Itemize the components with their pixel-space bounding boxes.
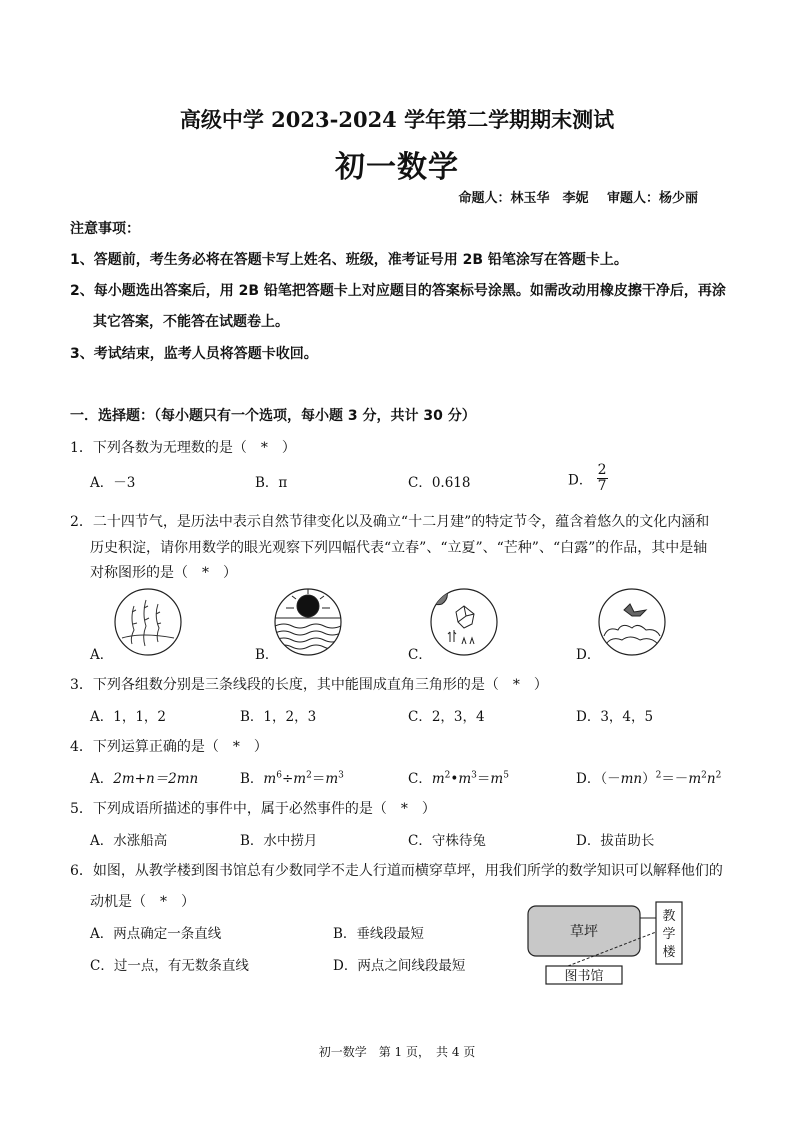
q6-option-d: D．两点之间线段最短 (333, 958, 466, 974)
notice-item-1: 1、答题前，考生务必将在答题卡写上姓名、班级，准考证号用 2B 铅笔涂写在答题卡上。 (70, 252, 628, 268)
q2-option-d: D． (576, 647, 601, 663)
q6-line-2: 动机是（ * ） (90, 894, 195, 910)
q5-option-b: B．水中捞月 (240, 833, 318, 849)
q4-option-a-label: A． (90, 771, 114, 787)
q6-option-b: B．垂线段最短 (333, 926, 424, 942)
lawn-label: 草坪 (570, 924, 598, 940)
mangzhong-image (428, 586, 500, 658)
q4-option-a (90, 767, 198, 787)
q4-option-d: D．$(-mn)^2=-m^2n^2$ (576, 770, 722, 787)
fraction-denominator: 7 (597, 478, 607, 494)
notice-heading: 注意事项： (70, 221, 140, 237)
q2-line-3: 对称图形的是（ * ） (90, 565, 237, 581)
q6-option-c: C．过一点，有无数条直线 (90, 958, 249, 974)
q4-stem: 4．下列运算正确的是（ * ） (70, 739, 268, 755)
reviewer-label: 审题人：杨少丽 (606, 191, 698, 206)
q1-option-d-label: D． (568, 472, 593, 489)
q2-option-a: A． (90, 647, 114, 663)
setter-label: 命题人：林玉华 李妮 (458, 191, 589, 206)
q5-option-a: A．水涨船高 (90, 833, 168, 849)
fraction-numerator: 2 (597, 462, 607, 478)
notice-item-2: 2、每小题选出答案后，用 2B 铅笔把答题卡上对应题目的答案标号涂黑。如需改动用橡皮擦干净后，再涂 (70, 283, 726, 299)
fraction (597, 463, 608, 494)
q5-option-d: D．拔苗助长 (576, 833, 655, 849)
q4-option-c: C．$m^2•m^3=m^5$ (408, 770, 509, 787)
notice-item-2-cont: 其它答案，不能答在试题卷上。 (93, 314, 289, 330)
q1-option-b: B．π (255, 475, 288, 491)
exam-authors (444, 187, 698, 206)
teaching-building-char-2: 学 (662, 927, 676, 942)
q6-option-a: A．两点确定一条直线 (90, 926, 222, 942)
q4-option-b-label: B． (240, 771, 264, 787)
q4-option-b: B．$m^6\div m^2=m^3$ (240, 770, 344, 787)
q1-option-d (568, 463, 608, 494)
q3-option-d: D．3，4，5 (576, 709, 654, 725)
q2-line-1: 2．二十四节气，是历法中表示自然节律变化以及确立“十二月建”的特定节令，蕴含着悠久的文化内涵和 (70, 514, 710, 530)
q5-stem: 5．下列成语所描述的事件中，属于必然事件的是（ * ） (70, 801, 436, 817)
q4-option-c-label: C． (408, 771, 432, 787)
teaching-building-char-3: 楼 (662, 945, 676, 960)
bailu-image (596, 586, 668, 658)
q4-option-d-label: D． (576, 771, 601, 787)
q1-option-a: A．－3 (90, 475, 136, 491)
q6-line-1: 6．如图，从教学楼到图书馆总有少数同学不走人行道而横穿草坪，用我们所学的数学知识可以解释他们的 (70, 863, 723, 879)
q1-stem: 1．下列各数为无理数的是（ * ） (70, 440, 296, 456)
section-heading: 一．选择题：（每小题只有一个选项，每小题 3 分，共计 30 分） (70, 408, 476, 424)
q5-option-c: C．守株待兔 (408, 833, 486, 849)
q4-option-a-expr: 2m+n＝2mn (113, 771, 199, 787)
library-label: 图书馆 (564, 969, 604, 984)
notice-item-3: 3、考试结束，监考人员将答题卡收回。 (70, 346, 318, 362)
q3-option-a: A．1，1，2 (90, 709, 167, 725)
campus-map-figure (524, 898, 688, 988)
q1-option-c: C．0.618 (408, 475, 471, 491)
exam-subject: 初一数学 (335, 150, 459, 185)
page-footer: 初一数学 第 1 页， 共 4 页 (318, 1045, 476, 1059)
lichun-image (112, 586, 184, 658)
teaching-building-char-1: 教 (662, 909, 676, 924)
q2-option-c: C． (408, 647, 432, 663)
q3-stem: 3．下列各组数分别是三条线段的长度，其中能围成直角三角形的是（ * ） (70, 677, 548, 693)
lixia-image (272, 586, 344, 658)
q2-option-b: B． (255, 647, 279, 663)
exam-title: 高级中学 2023-2024 学年第二学期期末测试 (179, 107, 615, 132)
q3-option-b: B．1，2，3 (240, 709, 317, 725)
q2-line-2: 历史积淀，请你用数学的眼光观察下列四幅代表“立春”、“立夏”、“芒种”、“白露”的作品，其中是轴 (90, 540, 708, 556)
q3-option-c: C．2，3，4 (408, 709, 485, 725)
